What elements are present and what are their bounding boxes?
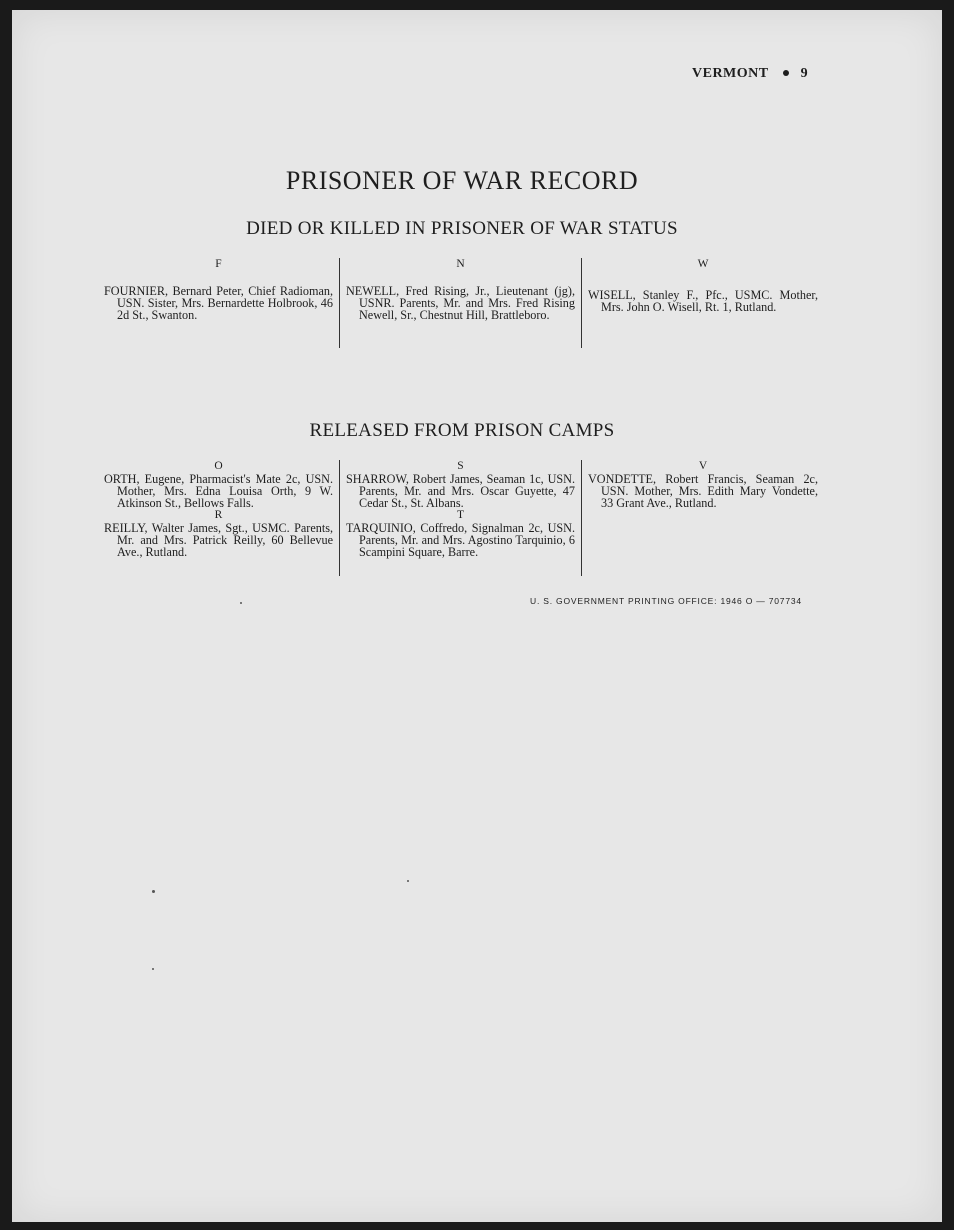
died-section-heading: DIED OR KILLED IN PRISONER OF WAR STATUS xyxy=(246,218,678,239)
died-column-n xyxy=(340,258,582,348)
released-column-2 xyxy=(340,460,582,576)
released-section-heading: RELEASED FROM PRISON CAMPS xyxy=(309,420,615,441)
died-column-f xyxy=(98,258,340,348)
paper-speck xyxy=(240,602,242,604)
released-column-3 xyxy=(582,460,824,576)
died-section-columns xyxy=(98,258,826,348)
alpha-letter: T xyxy=(456,509,465,522)
alpha-letter: S xyxy=(457,460,464,472)
running-head xyxy=(692,66,808,82)
page-number: 9 xyxy=(800,66,809,81)
alpha-letter: O xyxy=(214,460,223,472)
alpha-letter: N xyxy=(456,258,465,270)
died-column-w xyxy=(582,258,824,348)
printer-imprint: U. S. GOVERNMENT PRINTING OFFICE: 1946 O — 707734 xyxy=(530,596,802,606)
paper-speck xyxy=(152,890,155,893)
alpha-letter: V xyxy=(698,460,708,472)
alpha-letter: R xyxy=(214,509,223,522)
alpha-letter: F xyxy=(215,258,222,270)
record-entry: ORTH, Eugene, Pharmacist's Mate 2c, USN. Mother, Mrs. Edna Louisa Orth, 9 W. Atkinson St., Bellows Falls. xyxy=(104,472,333,510)
alpha-letter: W xyxy=(697,258,709,270)
paper-speck xyxy=(152,968,154,970)
record-entry: SHARROW, Robert James, Seaman 1c, USN. Parents, Mr. and Mrs. Oscar Guyette, 47 Cedar St., St. Albans. xyxy=(346,472,575,510)
page-title: PRISONER OF WAR RECORD xyxy=(285,166,639,195)
record-entry: WISELL, Stanley F., Pfc., USMC. Mother, Mrs. John O. Wisell, Rt. 1, Rutland. xyxy=(588,288,818,314)
released-column-1 xyxy=(98,460,340,576)
record-entry: NEWELL, Fred Rising, Jr., Lieutenant (jg), USNR. Parents, Mr. and Mrs. Fred Rising Newell, Sr., Chestnut Hill, Brattleboro. xyxy=(346,284,575,322)
bullet-icon xyxy=(783,70,789,76)
released-section-columns xyxy=(98,460,826,576)
record-entry: FOURNIER, Bernard Peter, Chief Radioman, USN. Sister, Mrs. Bernardette Holbrook, 46 2d St., Swanton. xyxy=(104,284,333,322)
record-entry: VONDETTE, Robert Francis, Seaman 2c, USN. Mother, Mrs. Edith Mary Vondette, 33 Grant Ave., Rutland. xyxy=(588,472,818,510)
document-page xyxy=(12,10,942,1222)
record-entry: TARQUINIO, Coffredo, Signalman 2c, USN. Parents, Mr. and Mrs. Agostino Tarquinio, 6 Scampini Square, Barre. xyxy=(346,521,575,559)
paper-speck xyxy=(407,880,409,882)
state-name: VERMONT xyxy=(692,66,769,81)
record-entry: REILLY, Walter James, Sgt., USMC. Parents, Mr. and Mrs. Patrick Reilly, 60 Bellevue Ave., Rutland. xyxy=(104,521,333,559)
